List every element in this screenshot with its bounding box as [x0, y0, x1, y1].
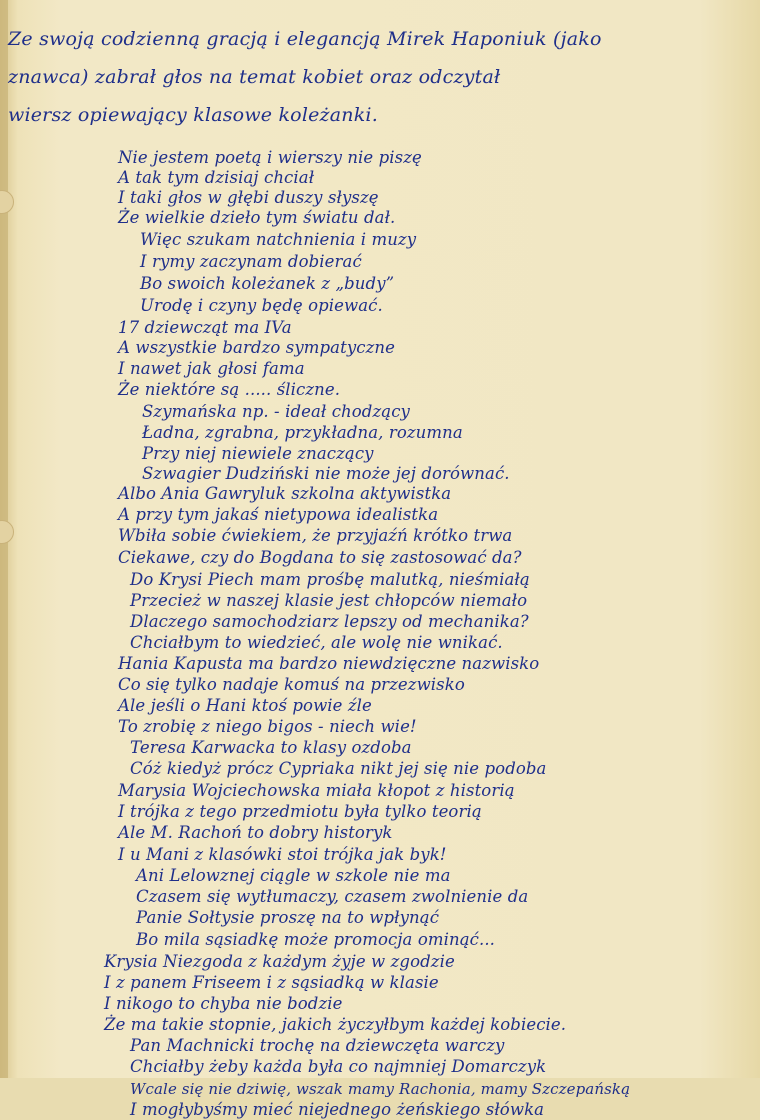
poem-line: Bo mila sąsiadkę może promocja ominąć... — [136, 930, 496, 949]
poem-line: Marysia Wojciechowska miała kłopot z historią — [118, 781, 515, 800]
poem-line: I nawet jak głosi fama — [118, 359, 305, 378]
poem-line: Chciałbym to wiedzieć, ale wolę nie wnikać. — [130, 633, 503, 652]
poem-line: Przecież w naszej klasie jest chłopców niemało — [130, 591, 528, 610]
poem-line: A przy tym jakaś nietypowa idealistka — [118, 505, 439, 524]
poem-line: Albo Ania Gawryluk szkolna aktywistka — [118, 484, 452, 503]
poem-line: I trójka z tego przedmiotu była tylko teorią — [118, 802, 482, 821]
poem-line: Ciekawe, czy do Bogdana to się zastosować da? — [118, 548, 522, 567]
poem-line: Dlaczego samochodziarz lepszy od mechanika? — [130, 612, 529, 631]
intro-line: Ze swoją codzienną gracją i elegancją Mirek Haponiuk (jako — [8, 28, 602, 50]
poem-line: Co się tylko nadaje komuś na przezwisko — [118, 675, 465, 694]
poem-line: Szymańska np. - ideał chodzący — [142, 402, 410, 421]
poem-line: Teresa Karwacka to klasy ozdoba — [130, 738, 412, 757]
poem-line: Wbiła sobie ćwiekiem, że przyjaźń krótko trwa — [118, 526, 513, 545]
poem-line: Czasem się wytłumaczy, czasem zwolnienie da — [136, 887, 529, 906]
poem-line: Chciałby żeby każda była co najmniej Domarczyk — [130, 1057, 547, 1076]
poem-line: Pan Machnicki trochę na dziewczęta warczy — [130, 1036, 505, 1055]
poem-line: I z panem Friseem i z sąsiadką w klasie — [104, 973, 439, 992]
poem-line: Ładna, zgrabna, przykładna, rozumna — [142, 423, 463, 442]
poem-line: Nie jestem poetą i wierszy nie piszę — [118, 148, 422, 167]
poem-line: To zrobię z niego bigos - niech wie! — [118, 717, 417, 736]
poem-line: 17 dziewcząt ma IVa — [118, 318, 292, 337]
poem-line: I nikogo to chyba nie bodzie — [104, 994, 343, 1013]
poem-line: Że ma takie stopnie, jakich życzyłbym każdej kobiecie. — [104, 1015, 567, 1034]
poem-line: Że wielkie dzieło tym światu dał. — [118, 208, 396, 227]
poem-line: Więc szukam natchnienia i muzy — [140, 230, 417, 249]
poem-line: Szwagier Dudziński nie może jej dorównać. — [142, 464, 510, 483]
poem-line: Przy niej niewiele znaczący — [142, 444, 374, 463]
poem-line: Krysia Niezgoda z każdym żyje w zgodzie — [104, 952, 455, 971]
punch-hole — [0, 520, 14, 544]
poem-line: Hania Kapusta ma bardzo niewdzięczne nazwisko — [118, 654, 540, 673]
poem-line: A tak tym dzisiaj chciał — [118, 168, 315, 187]
intro-line: wiersz opiewający klasowe koleżanki. — [8, 104, 378, 126]
poem-line: Wcale się nie dziwię, wszak mamy Rachonia, mamy Szczepańską — [130, 1080, 631, 1098]
poem-line: Cóż kiedyż prócz Cypriaka nikt jej się nie podoba — [130, 759, 547, 778]
poem-line: I mogłybyśmy mieć niejednego żeńskiego słówka — [130, 1100, 545, 1119]
poem-line: Do Krysi Piech mam prośbę malutką, nieśmiałą — [130, 570, 530, 589]
poem-line: Że niektóre są ..... śliczne. — [118, 380, 341, 399]
intro-line: znawca) zabrał głos na temat kobiet oraz odczytał — [8, 66, 501, 88]
punch-hole — [0, 190, 14, 214]
poem-line: I rymy zaczynam dobierać — [140, 252, 362, 271]
poem-line: Ani Lelowznej ciągle w szkole nie ma — [136, 866, 451, 885]
poem-line: Bo swoich koleżanek z „budy” — [140, 274, 395, 293]
intro-paragraph — [8, 20, 748, 134]
poem-line: I taki głos w głębi duszy słyszę — [118, 188, 379, 207]
poem-line: Urodę i czyny będę opiewać. — [140, 296, 383, 315]
poem-line: I u Mani z klasówki stoi trójka jak byk! — [118, 845, 447, 864]
poem-line: Panie Sołtysie proszę na to wpłynąć — [136, 908, 440, 927]
poem-line: A wszystkie bardzo sympatyczne — [118, 338, 395, 357]
poem-line: Ale jeśli o Hani ktoś powie źle — [118, 696, 372, 715]
poem-line: Ale M. Rachoń to dobry historyk — [118, 823, 393, 842]
